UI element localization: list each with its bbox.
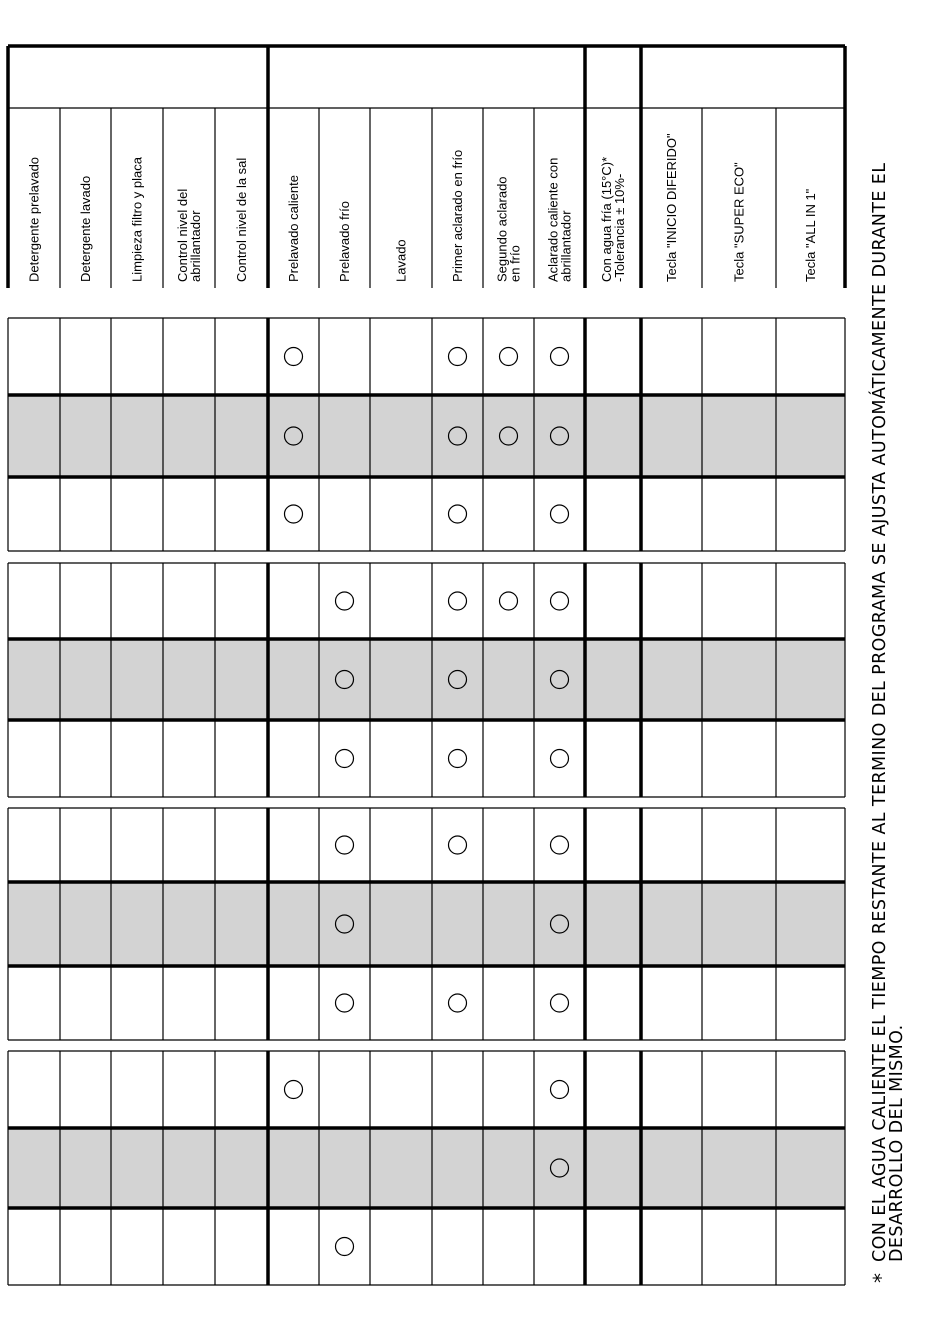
column-header-label: en frío [507,245,523,282]
program-step-mark [551,836,569,854]
column-header-label: Tecla "ALL IN 1" [803,188,818,282]
program-step-mark [336,1238,354,1256]
column-header-label: Detergente lavado [78,175,93,282]
program-step-mark [336,750,354,768]
row-shading-layer [8,395,845,1208]
program-step-mark [285,348,303,366]
column-header-label: abrillantador [188,210,203,282]
shaded-row [8,639,845,720]
program-step-mark [551,1081,569,1099]
column-header-label: abrillantador [558,210,574,282]
program-step-mark [285,1081,303,1099]
column-header-label: Segundo aclarado [494,176,510,282]
column-header-label: Tecla "INICIO DIFERIDO" [664,133,679,282]
footnote [868,163,907,1283]
column-header-label: Control nivel de la sal [234,157,249,282]
program-step-mark [551,994,569,1012]
program-step-mark [551,750,569,768]
column-header-layer [27,133,819,282]
program-step-mark [449,750,467,768]
shaded-row [8,395,845,477]
program-step-mark [285,505,303,523]
shaded-row [8,882,845,966]
column-header-label: Prelavado caliente [286,175,301,282]
program-step-mark [500,348,518,366]
program-step-mark [336,592,354,610]
column-header-label: Limpieza filtro y placa [129,157,145,282]
column-header-label: Detergente prelavado [26,156,42,282]
program-step-mark [551,505,569,523]
column-header-label: Con agua fría (15°C)* [599,156,614,282]
program-step-mark [336,836,354,854]
program-step-mark [449,994,467,1012]
program-step-mark [449,348,467,366]
program-step-mark [551,592,569,610]
column-header-label: Tecla "SUPER ECO" [731,162,747,282]
column-header-label: -Tolerancia ± 10%- [612,173,627,282]
program-step-mark [449,836,467,854]
column-header-label: Primer aclarado en frío [450,149,465,282]
footnote-line-2: DESARROLLO DEL MISMO. [887,1024,907,1262]
column-header-label: Prelavado frío [337,201,352,282]
footnote-line-1: CON EL AGUA CALIENTE EL TIEMPO RESTANTE AL TERMINO DEL PROGRAMA SE AJUSTA AUTOMÁTICAMENTE DURANTE EL [870,162,890,1262]
program-step-mark [336,994,354,1012]
program-step-mark [500,592,518,610]
shaded-row [8,1128,845,1208]
column-header-label: Control nivel del [175,188,190,282]
program-step-mark [449,505,467,523]
program-step-mark [551,348,569,366]
column-header-label: Aclarado caliente con [545,157,561,282]
circle-marks-layer [285,348,569,1256]
footnote-star: * [869,1272,893,1283]
column-header-label: Lavado [393,239,409,282]
program-step-mark [449,592,467,610]
